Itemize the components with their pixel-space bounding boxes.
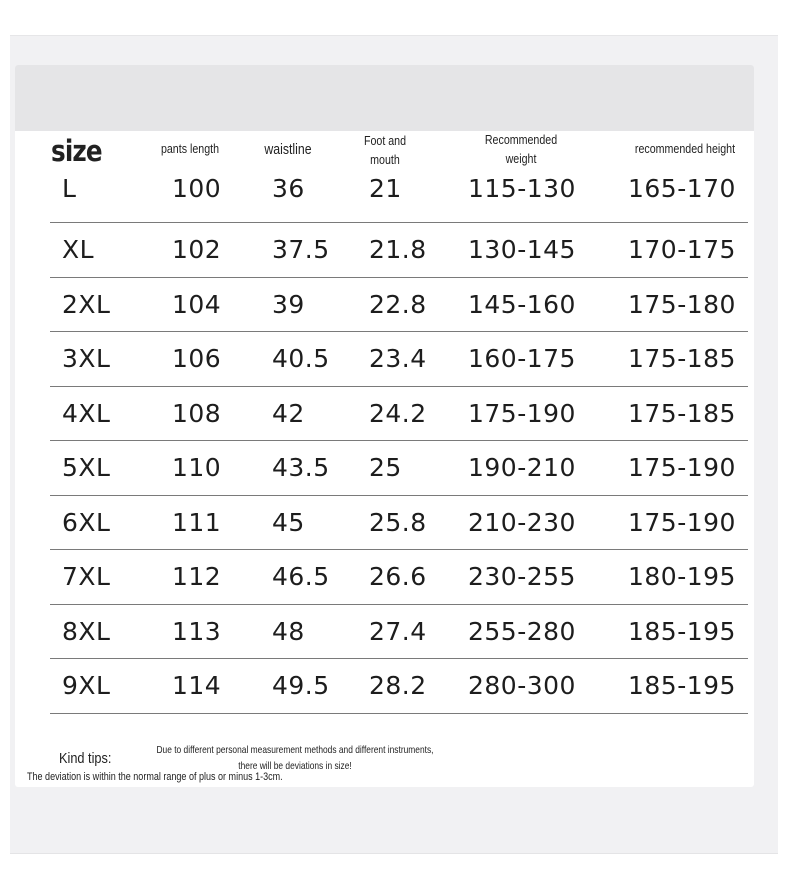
cell-waistline: 39 — [266, 277, 363, 332]
cell-foot-mouth: 28.2 — [363, 659, 468, 714]
table-row — [50, 659, 748, 714]
size-table-body — [50, 166, 748, 713]
cell-weight: 145-160 — [468, 277, 628, 332]
header-rec-weight-line1: Recommended — [484, 132, 558, 147]
cell-weight: 255-280 — [468, 604, 628, 659]
cell-height: 180-195 — [628, 550, 748, 605]
table-header-band — [15, 65, 754, 131]
cell-height: 175-190 — [628, 495, 748, 550]
cell-pants-length: 113 — [160, 604, 266, 659]
cell-size: 4XL — [50, 386, 160, 441]
cell-waistline: 42 — [266, 386, 363, 441]
kind-tips-note: Due to different personal measurement methods and different instruments, there will be deviations in size! — [156, 744, 434, 772]
cell-pants-length: 111 — [160, 495, 266, 550]
cell-waistline: 49.5 — [266, 659, 363, 714]
cell-waistline: 48 — [266, 604, 363, 659]
header-foot-mouth-line2: mouth — [370, 152, 400, 167]
cell-weight: 115-130 — [468, 166, 628, 223]
size-table — [50, 166, 748, 714]
cell-foot-mouth: 25 — [363, 441, 468, 496]
cell-size: 3XL — [50, 332, 160, 387]
header-recommended-weight — [476, 130, 566, 168]
cell-pants-length: 110 — [160, 441, 266, 496]
cell-weight: 280-300 — [468, 659, 628, 714]
cell-waistline: 46.5 — [266, 550, 363, 605]
header-recommended-height: recommended height — [634, 141, 736, 156]
cell-height: 175-185 — [628, 332, 748, 387]
table-row — [50, 604, 748, 659]
kind-tips-label: Kind tips: — [59, 750, 112, 767]
cell-pants-length: 114 — [160, 659, 266, 714]
cell-waistline: 45 — [266, 495, 363, 550]
cell-size: 5XL — [50, 441, 160, 496]
cell-pants-length: 104 — [160, 277, 266, 332]
cell-size: L — [50, 166, 160, 223]
cell-height: 175-185 — [628, 386, 748, 441]
cell-height: 175-180 — [628, 277, 748, 332]
cell-foot-mouth: 24.2 — [363, 386, 468, 441]
table-row — [50, 441, 748, 496]
cell-pants-length: 108 — [160, 386, 266, 441]
cell-foot-mouth: 27.4 — [363, 604, 468, 659]
cell-weight: 190-210 — [468, 441, 628, 496]
cell-pants-length: 106 — [160, 332, 266, 387]
cell-foot-mouth: 21.8 — [363, 223, 468, 278]
cell-height: 165-170 — [628, 166, 748, 223]
cell-height: 185-195 — [628, 604, 748, 659]
cell-weight: 130-145 — [468, 223, 628, 278]
cell-waistline: 36 — [266, 166, 363, 223]
cell-size: 9XL — [50, 659, 160, 714]
table-row — [50, 495, 748, 550]
cell-foot-mouth: 25.8 — [363, 495, 468, 550]
cell-weight: 175-190 — [468, 386, 628, 441]
header-foot-mouth-line1: Foot and — [363, 133, 407, 148]
table-row — [50, 332, 748, 387]
cell-pants-length: 112 — [160, 550, 266, 605]
cell-size: 2XL — [50, 277, 160, 332]
cell-waistline: 37.5 — [266, 223, 363, 278]
cell-weight: 210-230 — [468, 495, 628, 550]
table-row — [50, 223, 748, 278]
table-row — [50, 166, 748, 223]
cell-waistline: 43.5 — [266, 441, 363, 496]
cell-size: 8XL — [50, 604, 160, 659]
cell-pants-length: 100 — [160, 166, 266, 223]
cell-size: XL — [50, 223, 160, 278]
cell-size: 7XL — [50, 550, 160, 605]
cell-foot-mouth: 23.4 — [363, 332, 468, 387]
header-waistline: waistline — [264, 141, 312, 158]
cell-weight: 160-175 — [468, 332, 628, 387]
header-size: size — [51, 134, 102, 168]
cell-foot-mouth: 21 — [363, 166, 468, 223]
header-pants-length: pants length — [160, 141, 220, 156]
cell-height: 170-175 — [628, 223, 748, 278]
table-row — [50, 277, 748, 332]
table-row — [50, 386, 748, 441]
cell-foot-mouth: 26.6 — [363, 550, 468, 605]
kind-tips-deviation: The deviation is within the normal range of plus or minus 1-3cm. — [27, 771, 283, 783]
cell-height: 175-190 — [628, 441, 748, 496]
cell-waistline: 40.5 — [266, 332, 363, 387]
header-foot-mouth — [352, 131, 418, 169]
cell-pants-length: 102 — [160, 223, 266, 278]
table-row — [50, 550, 748, 605]
cell-foot-mouth: 22.8 — [363, 277, 468, 332]
cell-weight: 230-255 — [468, 550, 628, 605]
header-rec-weight-line2: weight — [505, 151, 537, 166]
cell-size: 6XL — [50, 495, 160, 550]
cell-height: 185-195 — [628, 659, 748, 714]
